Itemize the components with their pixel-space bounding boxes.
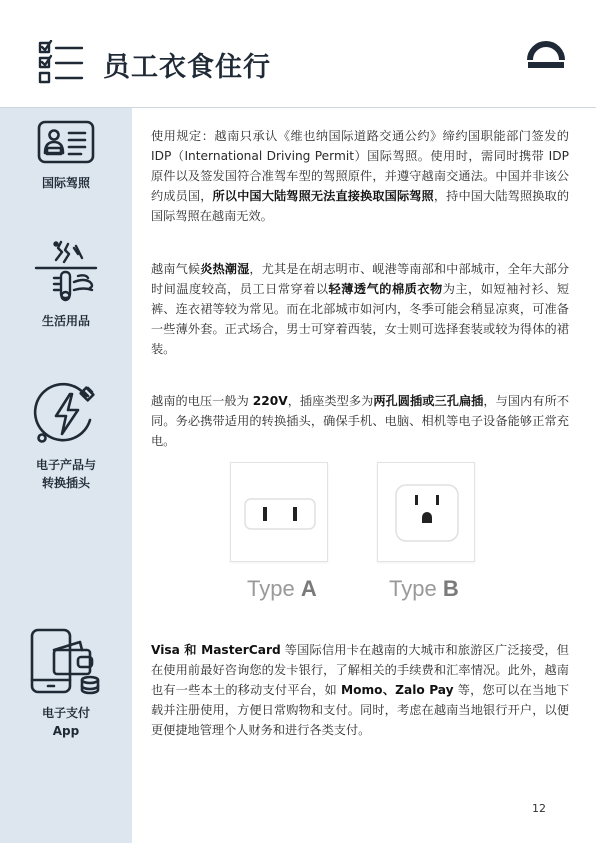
sidebar-item-label: App — [52, 724, 80, 738]
sidebar-item-label: 电子产品与 — [35, 458, 96, 472]
page-number: 12 — [532, 802, 546, 815]
checklist-icon — [38, 40, 84, 86]
plug-type-a-image — [230, 462, 328, 562]
sidebar-item-label: 国际驾照 — [41, 176, 90, 190]
sidebar-item-label: 电子支付 — [41, 706, 90, 720]
sidebar-item-label: 转换插头 — [41, 476, 90, 490]
sidebar — [0, 108, 132, 843]
sidebar-item-payment — [0, 626, 132, 740]
electricity-icon — [32, 380, 100, 448]
outlet-type-b-icon — [378, 463, 476, 563]
plug-type-b-image — [377, 462, 475, 562]
electronics-paragraph: 越南的电压一般为 220V，插座类型多为两孔圆插或三孔扁插，与国内有所不同。务必携带适用的转换插头，确保手机、电脑、相机等电子设备能够正常充电。 — [151, 394, 570, 448]
sidebar-item-daily-goods — [0, 238, 132, 330]
outlet-type-a-icon — [231, 463, 329, 563]
sidebar-item-electronics — [0, 380, 132, 492]
license-paragraph: 使用规定：越南只承认《维也纳国际道路交通公约》缔约国职能部门签发的 IDP（International Driving Permit）国际驾照。使用时，需同时携带 IDP 原件以及签发国符合准驾车型的驾照原件，并遵守越南交通法。中国并非该公约成员国，所以中国大陆驾照无法直接换取国际驾照，持中国大陆驾照换取的国际驾照在越南无效。 — [151, 129, 570, 223]
sidebar-item-license — [0, 120, 132, 192]
climate-clothing-icon — [34, 238, 98, 304]
daily-goods-paragraph: 越南气候炎热潮湿，尤其是在胡志明市、岘港等南部和中部城市，全年大部分时间温度较高，员工日常穿着以轻薄透气的棉质衣物为主，如短袖衬衫、短裤、连衣裙等较为常见。而在北部城市如河内，冬季可能会稍显凉爽，可准备一些薄外套。正式场合，男士可穿着西装，女士则可选择套装或较为得体的裙装。 — [151, 262, 570, 356]
payment-paragraph: Visa 和 MasterCard 等国际信用卡在越南的大城市和旅游区广泛接受，但在使用前最好咨询您的发卡银行，了解相关的手续费和汇率情况。此外，越南也有一些本土的移动支付平台，如 Momo、Zalo Pay 等，您可以在当地下载并注册使用，方便日常购物和支付。同时，考虑在越南当地银行开户，以便更便捷地管理个人财务和进行各类支付。 — [151, 643, 570, 737]
page-header — [0, 0, 596, 108]
brand-logo-icon — [526, 34, 566, 70]
page-title: 员工衣食住行 — [103, 52, 271, 83]
sidebar-item-label: 生活用品 — [41, 314, 90, 328]
mobile-wallet-icon — [24, 626, 108, 696]
plug-type-b-label: Type B — [389, 576, 459, 601]
driver-license-icon — [37, 120, 95, 166]
plug-type-a-label: Type A — [247, 576, 317, 601]
